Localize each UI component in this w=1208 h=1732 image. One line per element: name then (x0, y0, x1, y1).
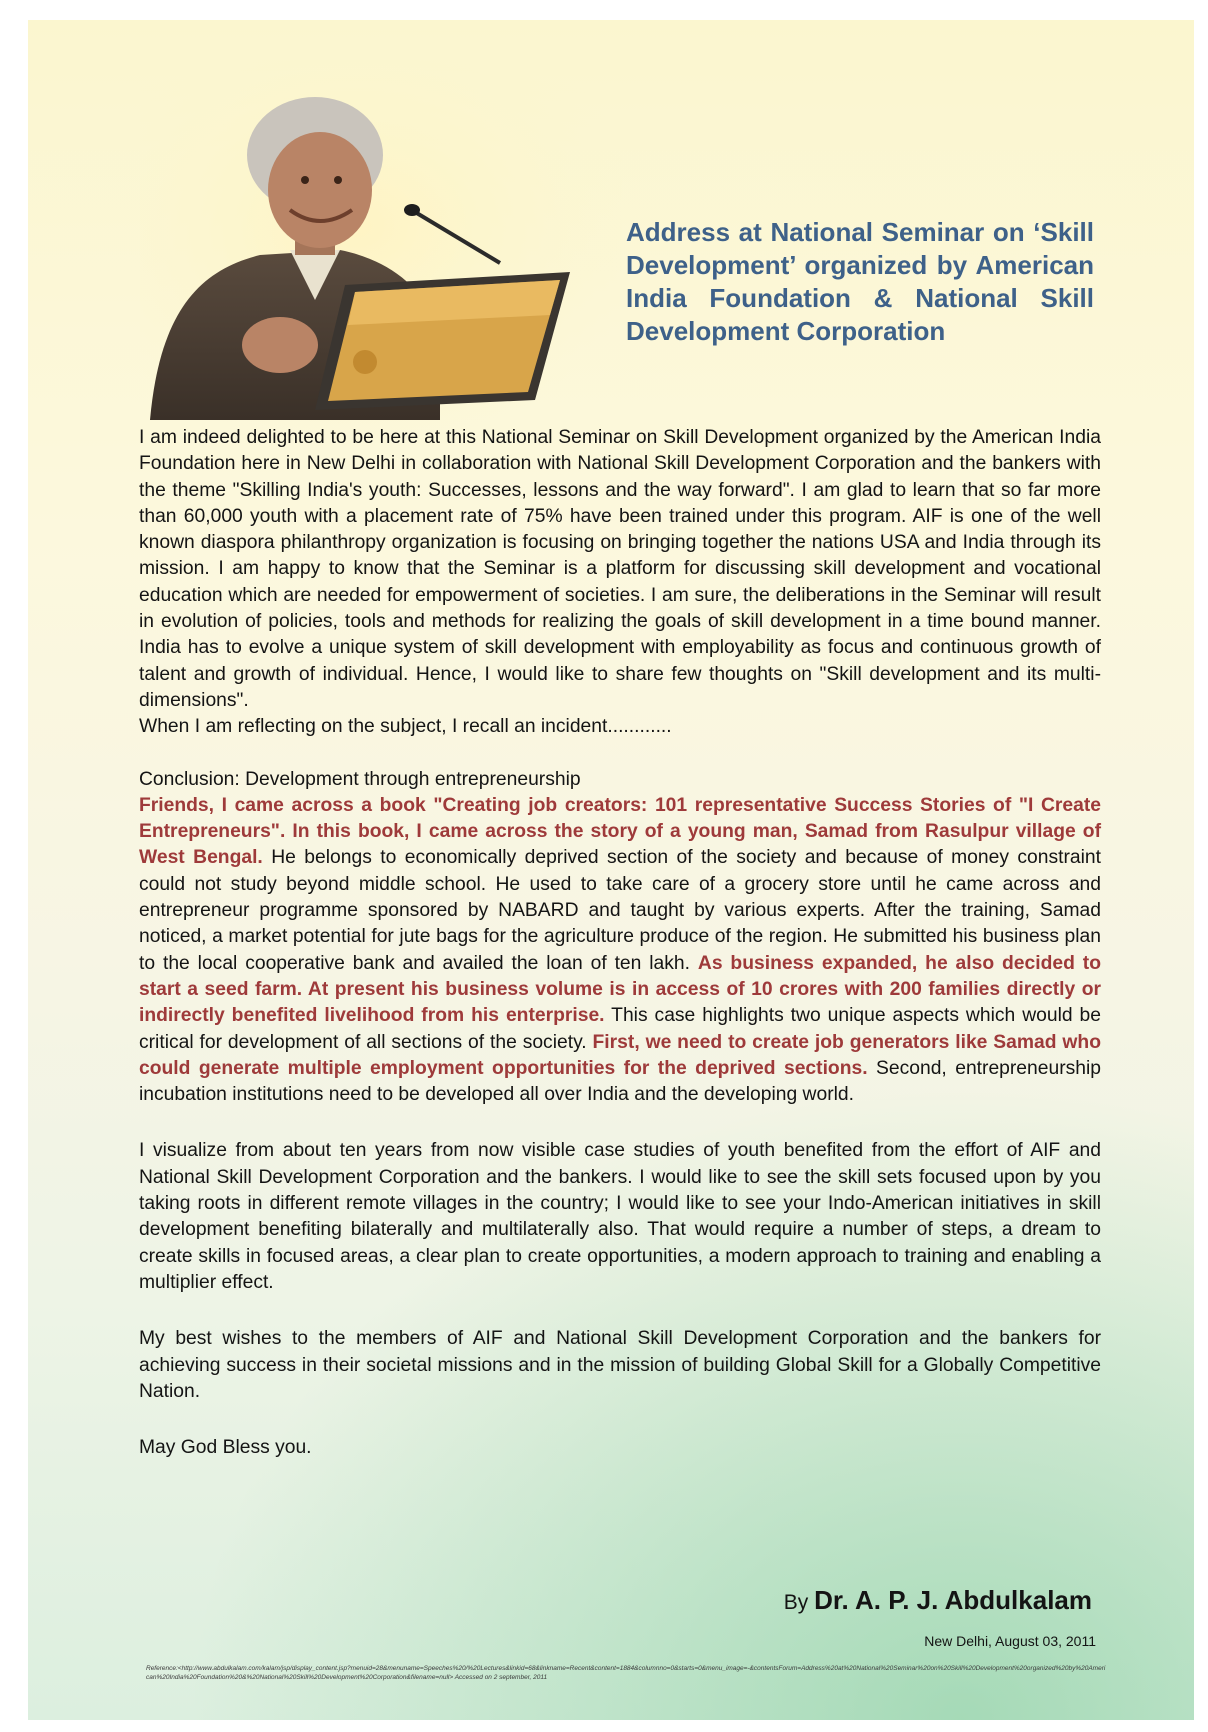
highlight-text: First, we need to create job generators like Samad who could generate multiple employment opportunities for the deprived sections. (139, 1031, 1101, 1079)
intro-paragraph: I am indeed delighted to be here at this National Seminar on Skill Development organized by the American India Foundation here in New Delhi in collaboration with National Skill Development Corporation and the bankers with the theme "Skilling India's youth: Successes, lessons and the way forward". I am glad to learn that so far more than 60,000 youth with a placement rate of 75% have been trained under this program. AIF is one of the well known diaspora philanthropy organization is focusing on bringing together the nations USA and India through its mission. I am happy to know that the Seminar is a platform for discussing skill development and vocational education which are needed for empowerment of societies. I am sure, the deliberations in the Seminar will result in evolution of policies, tools and methods for realizing the goals of skill development in a time bound manner. India has to evolve a unique system of skill development with employability as focus and continuous growth of talent and growth of individual. Hence, I would like to share few thoughts on "Skill development and its multi-dimensions". (139, 427, 1101, 711)
incident-line: When I am reflecting on the subject, I recall an incident............ (139, 716, 672, 738)
page-title: Address at National Seminar on ‘Skill Development’ organized by American India Foundation & National Skill Development Corporation (626, 217, 1094, 346)
wishes-paragraph: My best wishes to the members of AIF and National Skill Development Corporation and the bankers for achieving success in their societal missions and in the mission of building Global Skill for a Globally Competitive Nation. (139, 1328, 1101, 1402)
body-text: This case highlights two unique aspects which would be critical for development of all sections of the society. (139, 1005, 1101, 1053)
blessing-line: May God Bless you. (139, 1437, 312, 1459)
speaker-at-podium-photo (140, 60, 622, 430)
byline-prefix: By (783, 1591, 809, 1614)
conclusion-paragraph (139, 793, 1101, 1109)
reference-note: Reference:<http://www.abdulkalam.com/kalam/jsp/display_content.jsp?menuid=28&menuname=Speeches%20/%20Lectures&linkid=68&linkname=Recent&content=1884&columnno=0&starts=0&menu_image=-&contentsForum=Address%20at%20National%20Seminar%20on%20Skill%20Development%20organized%20by%20American%20India%20Foundation%20&%20National%20Skill%20Development%20Corporation&filename=null> Accessed on 2 september, 2011 (146, 1665, 1106, 1681)
author-name: Dr. A. P. J. Abdulkalam (814, 1585, 1092, 1615)
conclusion-heading: Conclusion: Development through entrepreneurship (139, 768, 581, 790)
place-date: New Delhi, August 03, 2011 (924, 1633, 1096, 1649)
speech-body (139, 425, 1101, 1461)
body-text: He belongs to economically deprived section of the society and because of money constraint could not study beyond middle school. He used to take care of a grocery store until he came across and entrepreneur programme sponsored by NABARD and taught by various experts. After the training, Samad noticed, a market potential for jute bags for the agriculture produce of the region. He submitted his business plan to the local cooperative bank and availed the loan of ten lakh. (139, 847, 1102, 974)
highlight-text: Friends, I came across a book "Creating job creators: 101 representative Success Stories of "I Create Entrepreneurs". In this book, I came across the story of a young man, Samad from Rasulpur village of West Bengal. (139, 794, 1101, 869)
body-text: Second, entrepreneurship incubation institutions need to be developed all over India and the developing world. (139, 1057, 1101, 1106)
author-byline (784, 1585, 1092, 1616)
document-page (28, 20, 1194, 1720)
vision-paragraph: I visualize from about ten years from now visible case studies of youth benefited from the effort of AIF and National Skill Development Corporation and the bankers. I would like to see the skill sets focused upon by you taking roots in different remote villages in the country; I would like to see your Indo-American initiatives in skill development benefiting bilaterally and multilaterally also. That would require a number of steps, a dream to create skills in focused areas, a clear plan to create opportunities, a modern approach to training and enabling a multiplier effect. (139, 1140, 1101, 1293)
highlight-text: As business expanded, he also decided to start a seed farm. At present his business volume is in access of 10 crores with 200 families directly or indirectly benefited livelihood from his enterprise. (139, 952, 1101, 1027)
